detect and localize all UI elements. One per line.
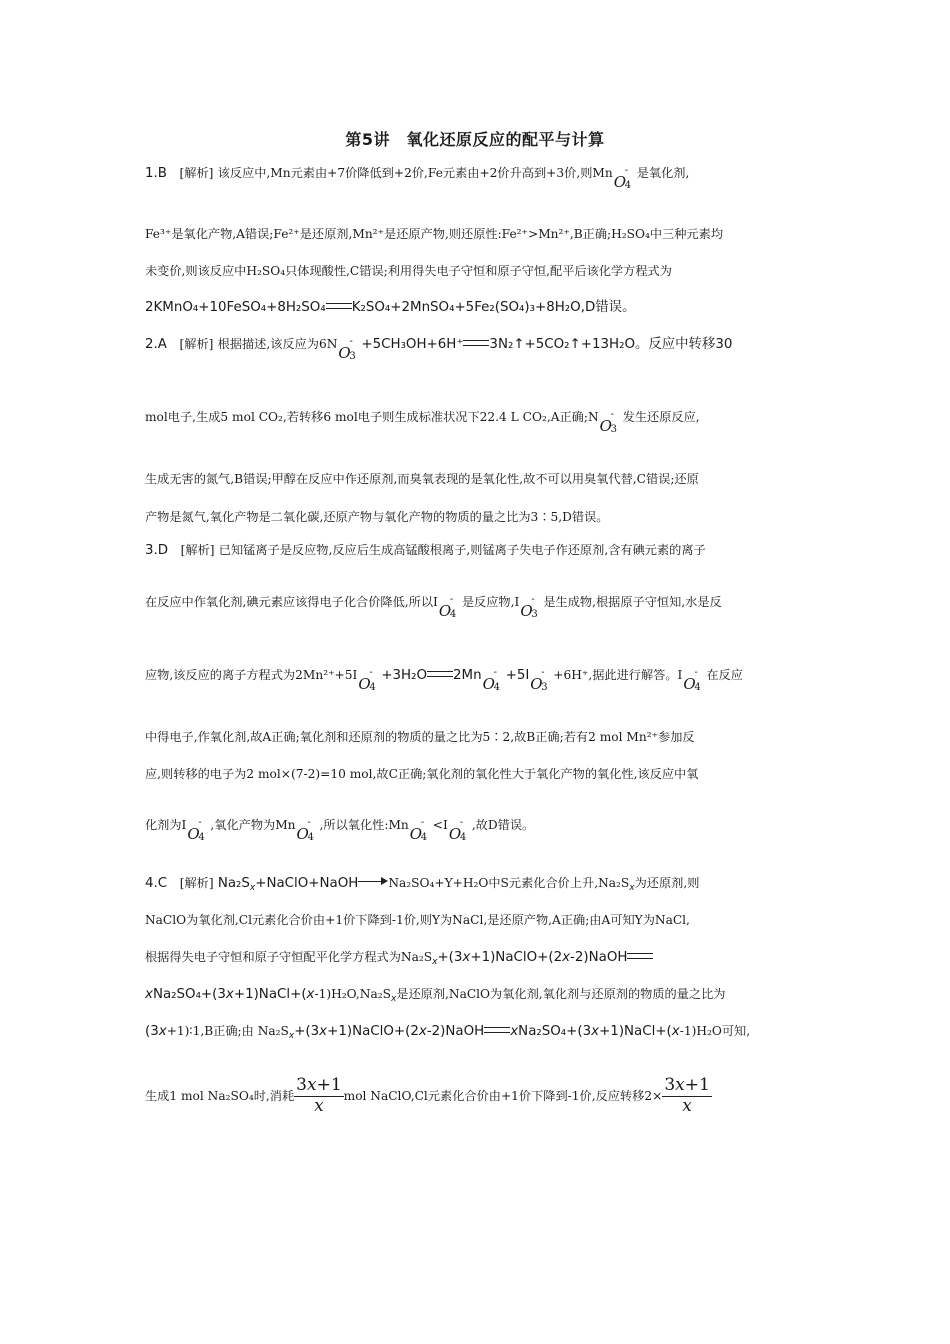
q3-text: ,故D错误。 (471, 818, 535, 832)
q1-tag: [解析] (179, 166, 214, 180)
fraction: $\frac{3x+1}{x}$ (664, 1074, 710, 1116)
periodate-ion: O - 4 (438, 594, 457, 620)
equation-part: +5I (505, 668, 530, 683)
equation-part: K₂SO₄+2MnSO₄+5Fe₂(SO₄)₃+8H₂O,D错误。 (351, 300, 636, 315)
q3-line-5: 应,则转移的电子为2 mol×(7-2)=10 mol,故C正确;氧化剂的氧化性大于氧化产物的氧化性,该反应中氧 (145, 767, 699, 781)
q2-line-1 (145, 334, 815, 362)
q2-line-2 (145, 407, 815, 435)
q4-tag: [解析] (179, 876, 214, 890)
q4-text: Na₂SO₄+Y+H₂O中S元素化合价上升,Na₂S (388, 876, 630, 890)
q1-line-2: Fe³⁺是氧化产物,A错误;Fe²⁺是还原剂,Mn²⁺是还原产物,则还原性:Fe²⁺>Mn²⁺,B正确;H₂SO₄中三种元素均 (145, 227, 724, 241)
q4-line-3: 根据得失电子守恒和原子守恒配平化学方程式为$Na_2S_x+(3x+1)NaClO+(2x-2)NaOH$ (145, 947, 815, 968)
q1-line-1 (145, 163, 815, 191)
q3-text: 在反应中作氧化剂,碘元素应该得电子化合价降低,所以I (145, 595, 438, 609)
equation-part: 2KMnO₄+10FeSO₄+8H₂SO₄ (145, 300, 326, 315)
equals-sign (326, 303, 352, 309)
permanganate-ion: O - 4 (409, 817, 428, 843)
q1-line-3: 未变价,则该反应中H₂SO₄只体现酸性,C错误;利用得失电子守恒和原子守恒,配平后该化学方程式为 (145, 264, 672, 278)
q4-text: 根据得失电子守恒和原子守恒配平化学方程式为Na₂S (145, 950, 433, 964)
q3-text: ,氧化产物为Mn (210, 818, 296, 832)
periodate-ion: O - 4 (358, 667, 376, 693)
q3-text: 是生成物,根据原子守恒知,水是反 (543, 595, 722, 609)
iodate-ion: O - 3 (520, 594, 538, 620)
q3-line-3 (145, 665, 815, 693)
equals-sign (484, 1027, 510, 1033)
periodate-ion: O - 4 (187, 817, 205, 843)
q4-text: 是还原剂,NaClO为氧化剂,氧化剂与还原剂的物质的量之比为 (396, 987, 726, 1001)
q4-line-5: (3x+1)∶1,B正确;由 $Na_2S_x+(3x+1)NaClO+(2x-2)NaOH$ xNa₂SO₄+(3x+1)NaCl+(x-1)H₂O可知, (145, 1024, 751, 1041)
equals-sign (463, 340, 489, 346)
equation-part: 2Mn (453, 668, 482, 683)
q2-text: 根据描述,该反应为6N (217, 337, 338, 351)
equation-part: 3N₂↑+5CO₂↑+13H₂O。反应中转移30 (489, 337, 733, 352)
page-title: 第5讲 氧化还原反应的配平与计算 (345, 130, 605, 149)
q2-text: mol电子,生成5 mol CO₂,若转移6 mol电子则生成标准状况下22.4 L CO₂,A正确;N (145, 410, 599, 424)
q4-text: 为还原剂,则 (634, 876, 700, 890)
q3-number: 3.D (145, 543, 169, 558)
q4-line-6 (145, 1072, 815, 1120)
equation-part: +3H₂O (381, 668, 428, 683)
q3-line-4: 中得电子,作氧化剂,故A正确;氧化剂和还原剂的物质的量之比为5∶2,故B正确;若有2 mol Mn²⁺参加反 (145, 730, 695, 744)
q4-number: 4.C (145, 876, 168, 891)
q3-text: 应物,该反应的离子方程式为2Mn²⁺+5I (145, 668, 358, 682)
q3-text: 是反应物,I (461, 595, 520, 609)
q3-text: 在反应 (706, 668, 743, 682)
q3-line-6 (145, 815, 815, 843)
q3-line-1 (145, 540, 815, 561)
q3-line-2 (145, 592, 815, 620)
equation-part: +NaClO+NaOH (255, 876, 359, 891)
q4-line-4: $xNa_2SO_4+(3x+1)NaCl+(x-1)H_2O,Na_2S_x$是还原剂,NaClO为氧化剂,氧化剂与还原剂的物质的量之比为 (145, 987, 726, 1004)
nitrate-ion: O - 3 (599, 409, 618, 435)
periodate-ion: O - 4 (683, 667, 701, 693)
q2-text: 发生还原反应, (622, 410, 700, 424)
q2-tag: [解析] (179, 337, 214, 351)
q3-text: 已知锰离子是反应物,反应后生成高锰酸根离子,则锰离子失电子作还原剂,含有碘元素的离子 (218, 543, 706, 557)
equals-sign (427, 671, 453, 677)
permanganate-ion: O - 4 (482, 667, 500, 693)
q4-line-2: NaClO为氧化剂,Cl元素化合价由+1价下降到-1价,则Y为NaCl,是还原产物,A正确;由A可知Y为NaCl, (145, 913, 690, 927)
q1-text: 该反应中,Mn元素由+7价降低到+2价,Fe元素由+2价升高到+3价,则Mn (217, 166, 613, 180)
q4-line-1: 4.C [解析] $Na_2S_x+NaClO+NaOH$ Na₂SO₄+Y+H₂O中S元素化合价上升$,Na_2S_x$为还原剂,则 (145, 876, 700, 893)
q3-text: 化剂为I (145, 818, 187, 832)
q1-line-4 (145, 298, 815, 318)
fraction: $\frac{3x+1}{x}$ (296, 1074, 342, 1116)
equation-part: +5CH₃OH+6H⁺ (361, 337, 464, 352)
iodate-ion: O - 3 (530, 667, 548, 693)
permanganate-ion: O - 4 (296, 817, 314, 843)
q2-line-4: 产物是氮气,氧化产物是二氧化碳,还原产物与氧化产物的物质的量之比为3∶5,D错误。 (145, 510, 609, 524)
q4-text: 生成1 mol Na₂SO₄时,消耗 (145, 1089, 295, 1103)
q4-text: mol NaClO,Cl元素化合价由+1价下降到-1价,反应转移2× (343, 1089, 663, 1103)
q1-number: 1.B (145, 166, 167, 181)
periodate-ion: O - 4 (448, 817, 467, 843)
equals-sign (627, 953, 653, 959)
q3-tag: [解析] (180, 543, 215, 557)
q2-line-3: 生成无害的氮气,B错误;甲醇在反应中作还原剂,而臭氧表现的是氧化性,故不可以用臭氧代替,C错误;还原 (145, 472, 699, 486)
q2-number: 2.A (145, 337, 167, 352)
nitrate-ion: O - 3 (338, 336, 356, 362)
q3-text: +6H⁺,据此进行解答。I (553, 668, 683, 682)
q3-text: <I (432, 818, 448, 832)
equation-part: Na₂S (217, 876, 250, 891)
q3-text: ,所以氧化性:Mn (319, 818, 409, 832)
q1-text: 是氧化剂, (636, 166, 690, 180)
reaction-arrow (358, 877, 388, 887)
permanganate-ion: O - 4 (613, 165, 632, 191)
